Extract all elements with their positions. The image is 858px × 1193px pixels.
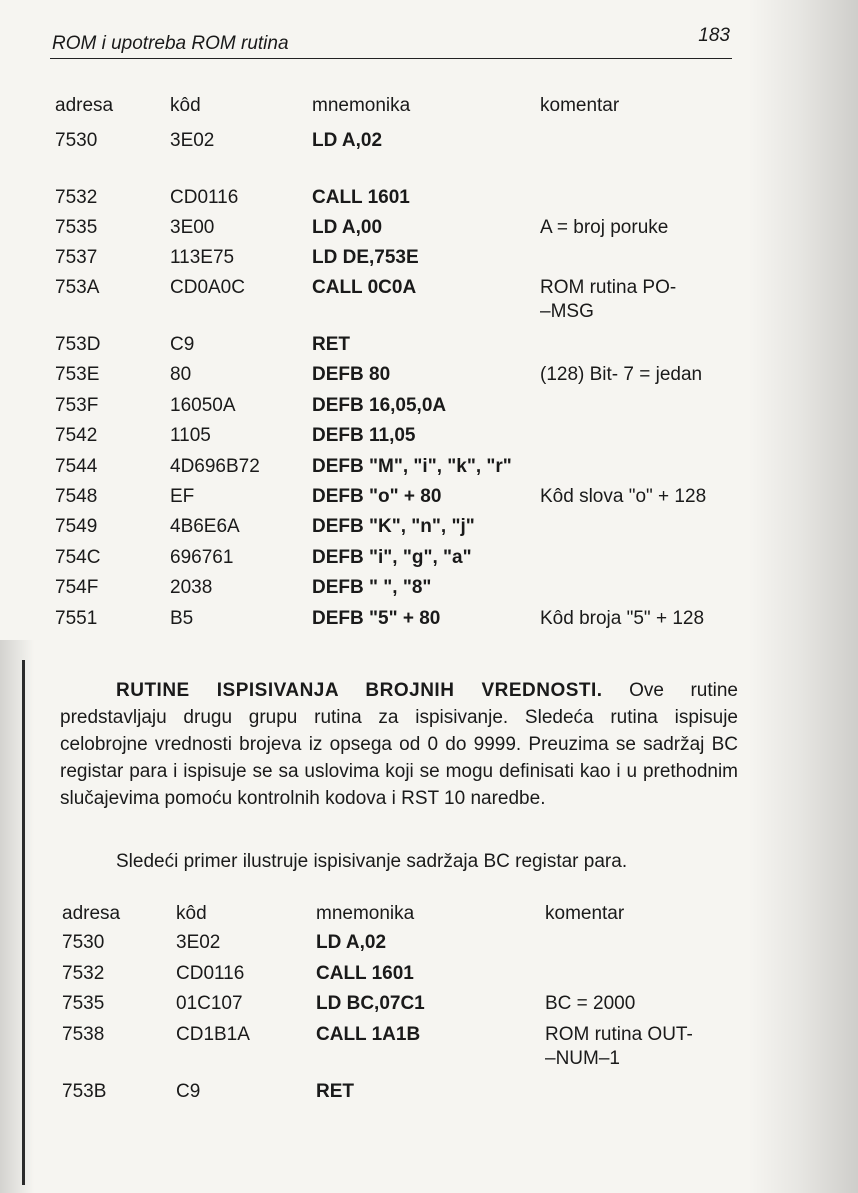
cell-comment: (128) Bit- 7 = jedan xyxy=(540,364,703,385)
cell-code: 4D696B72 xyxy=(170,456,260,477)
cell-comment: Kôd broja "5" + 128 xyxy=(540,608,705,629)
cell-mnemonic: LD A,02 xyxy=(316,932,387,953)
cell-address: 7532 xyxy=(55,187,98,208)
cell-address: 754C xyxy=(55,547,101,568)
cell-code: 80 xyxy=(170,364,192,385)
cell-mnemonic: DEFB "5" + 80 xyxy=(312,608,441,629)
cell-address: 753F xyxy=(55,395,99,416)
cell-comment: ROM rutina OUT- –NUM–1 xyxy=(545,1024,693,1069)
cell-address: 754F xyxy=(55,577,99,598)
cell-code: CD1B1A xyxy=(176,1024,250,1045)
cell-address: 753B xyxy=(62,1081,107,1102)
cell-address: 753A xyxy=(55,277,100,298)
column-header-mnemonic: mnemonika xyxy=(316,903,415,924)
section-heading: RUTINE ISPISIVANJA BROJNIH VREDNOSTI. xyxy=(116,680,603,701)
cell-address: 7544 xyxy=(55,456,98,477)
cell-address: 7532 xyxy=(62,963,105,984)
cell-address: 7551 xyxy=(55,608,98,629)
cell-comment: ROM rutina PO- –MSG xyxy=(540,277,677,322)
column-header-comment: komentar xyxy=(540,95,620,116)
cell-code: EF xyxy=(170,486,195,507)
cell-mnemonic: DEFB "o" + 80 xyxy=(312,486,442,507)
cell-code: CD0116 xyxy=(176,963,245,984)
cell-mnemonic: RET xyxy=(312,334,350,355)
paragraph-body: Sledeći primer ilustruje ispisivanje sadržaja BC registar para. xyxy=(116,851,628,872)
cell-mnemonic: DEFB 11,05 xyxy=(312,425,416,446)
binding-line xyxy=(22,660,25,1185)
cell-address: 7535 xyxy=(62,993,105,1014)
cell-code: 2038 xyxy=(170,577,213,598)
cell-code: 01C107 xyxy=(176,993,243,1014)
cell-code: 1105 xyxy=(170,425,211,446)
cell-code: 3E00 xyxy=(170,217,215,238)
binding-shadow xyxy=(0,640,34,1193)
cell-code: C9 xyxy=(176,1081,201,1102)
cell-mnemonic: CALL 1A1B xyxy=(316,1024,421,1045)
column-header-address: adresa xyxy=(62,903,121,924)
cell-code: C9 xyxy=(170,334,195,355)
header-title: ROM i upotreba ROM rutina xyxy=(52,33,289,54)
paragraph-example xyxy=(60,848,738,875)
cell-comment: A = broj poruke xyxy=(540,217,669,238)
cell-mnemonic: DEFB "i", "g", "a" xyxy=(312,547,472,568)
cell-mnemonic: CALL 0C0A xyxy=(312,277,417,298)
column-header-code: kôd xyxy=(170,95,201,116)
cell-code: CD0A0C xyxy=(170,277,245,298)
cell-address: 7530 xyxy=(55,130,98,151)
cell-code: 113E75 xyxy=(170,247,235,268)
cell-address: 7530 xyxy=(62,932,105,953)
cell-address: 7535 xyxy=(55,217,98,238)
column-header-code: kôd xyxy=(176,903,207,924)
cell-code: 3E02 xyxy=(170,130,215,151)
column-header-mnemonic: mnemonika xyxy=(312,95,411,116)
cell-mnemonic: DEFB "K", "n", "j" xyxy=(312,516,475,537)
cell-code: B5 xyxy=(170,608,194,629)
cell-address: 753E xyxy=(55,364,100,385)
page-edge-shadow xyxy=(748,0,858,1193)
cell-code: 3E02 xyxy=(176,932,221,953)
cell-code: CD0116 xyxy=(170,187,239,208)
cell-mnemonic: LD BC,07C1 xyxy=(316,993,425,1014)
cell-comment: Kôd slova "o" + 128 xyxy=(540,486,707,507)
column-header-comment: komentar xyxy=(545,903,625,924)
cell-mnemonic: LD A,02 xyxy=(312,130,383,151)
column-header-address: adresa xyxy=(55,95,114,116)
cell-code: 16050A xyxy=(170,395,236,416)
cell-address: 7542 xyxy=(55,425,98,446)
cell-mnemonic: CALL 1601 xyxy=(312,187,410,208)
cell-address: 7537 xyxy=(55,247,98,268)
cell-mnemonic: DEFB 80 xyxy=(312,364,391,385)
cell-mnemonic: LD DE,753E xyxy=(312,247,419,268)
cell-mnemonic: RET xyxy=(316,1081,354,1102)
cell-address: 7538 xyxy=(62,1024,105,1045)
paragraph-body: Ove rutine predstavljaju drugu grupu rutina za ispisivanje. Sledeća rutina ispisuje celobrojne vrednosti brojeva iz opsega od 0 do 9999. Preuzima se sadržaj BC registar para i ispisuje se sa uslovima koji se mogu definisati kao i u prethodnim slučajevima pomoću kontrolnih kodova i RST 10 naredbe. xyxy=(60,680,738,809)
cell-code: 4B6E6A xyxy=(170,516,240,537)
cell-code: 696761 xyxy=(170,547,234,568)
cell-address: 753D xyxy=(55,334,101,355)
cell-address: 7549 xyxy=(55,516,98,537)
page-number: 183 xyxy=(698,25,730,46)
cell-mnemonic: CALL 1601 xyxy=(316,963,414,984)
cell-address: 7548 xyxy=(55,486,98,507)
running-header xyxy=(50,25,732,59)
cell-mnemonic: DEFB " ", "8" xyxy=(312,577,432,598)
cell-comment: BC = 2000 xyxy=(545,993,636,1014)
paragraph-routines xyxy=(60,677,738,812)
cell-mnemonic: LD A,00 xyxy=(312,217,383,238)
cell-mnemonic: DEFB "M", "i", "k", "r" xyxy=(312,456,512,477)
cell-mnemonic: DEFB 16,05,0A xyxy=(312,395,447,416)
